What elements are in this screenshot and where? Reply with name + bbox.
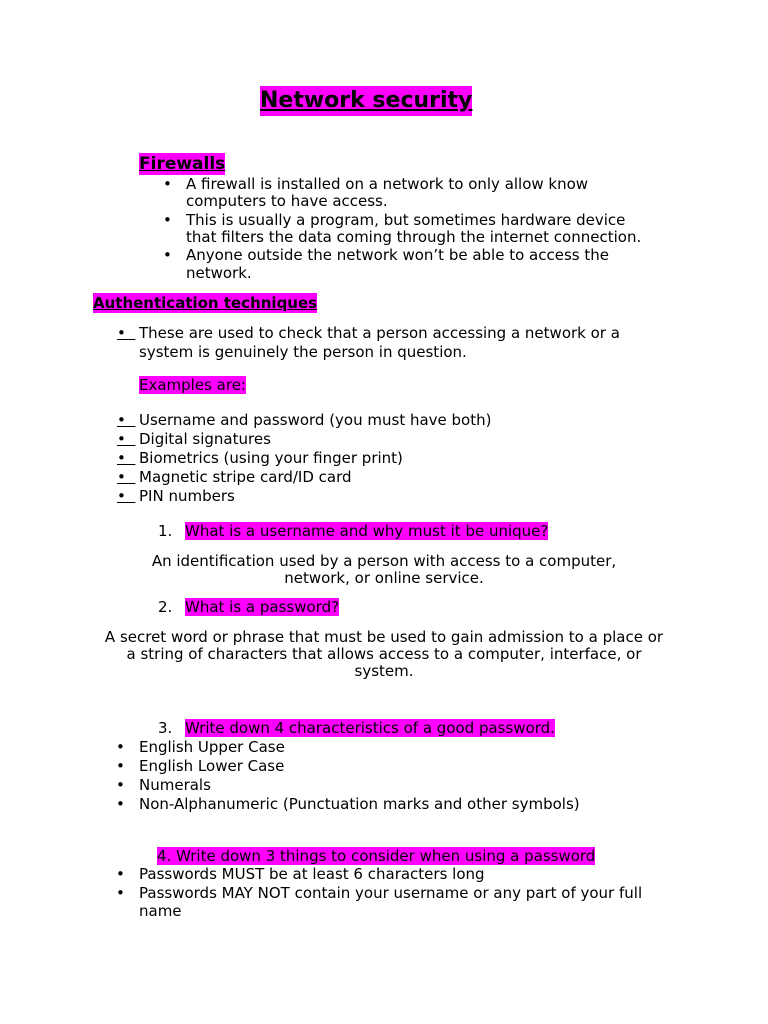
characteristic-item: English Upper Case [139, 738, 285, 756]
examples-label: Examples are: [139, 376, 246, 394]
question-4-heading: 4. Write down 3 things to consider when using a password [157, 847, 596, 865]
bullet-icon: • [117, 430, 126, 448]
example-item: Digital signatures [139, 430, 271, 448]
question-1-number: 1. [158, 522, 173, 540]
authentication-intro-line-1: These are used to check that a person accessing a network or a [139, 324, 620, 342]
bullet-icon: • [117, 411, 126, 429]
answer-2-line-1: A secret word or phrase that must be used to gain admission to a place or [104, 628, 664, 646]
answer-2-line-3: system. [354, 662, 414, 680]
question-2-number: 2. [158, 598, 173, 616]
characteristic-item: English Lower Case [139, 757, 285, 775]
bullet-icon: • [117, 468, 126, 486]
example-item: Magnetic stripe card/ID card [139, 468, 352, 486]
authentication-intro-line-2: system is genuinely the person in question. [139, 343, 467, 361]
example-item: Biometrics (using your finger print) [139, 449, 403, 467]
example-item: PIN numbers [139, 487, 235, 505]
bullet-icon: • [116, 795, 125, 813]
bullet-icon: • [163, 211, 172, 229]
characteristic-item: Non-Alphanumeric (Punctuation marks and other symbols) [139, 795, 580, 813]
answer-2-line-2: a string of characters that allows access to a computer, interface, or [126, 645, 642, 663]
bullet-icon: • [116, 865, 125, 883]
example-item: Username and password (you must have both) [139, 411, 492, 429]
firewall-item-2-line-1: This is usually a program, but sometimes hardware device [186, 211, 626, 229]
characteristic-item: Numerals [139, 776, 211, 794]
password-rule-item: Passwords MUST be at least 6 characters long [139, 865, 485, 883]
bullet-icon: • [116, 757, 125, 775]
password-rule-item-line-2: name [139, 902, 182, 920]
page-title: Network security [260, 86, 472, 116]
bullet-icon: • [116, 776, 125, 794]
bullet-icon: • [117, 324, 126, 342]
authentication-heading: Authentication techniques [93, 294, 318, 312]
question-3-text: Write down 4 characteristics of a good password. [185, 719, 555, 737]
answer-1-line-1: An identification used by a person with access to a computer, [151, 552, 617, 570]
firewall-item-3-line-1: Anyone outside the network won’t be able to access the [186, 246, 609, 264]
bullet-icon: • [117, 487, 126, 505]
bullet-icon: • [116, 884, 125, 902]
question-1-text: What is a username and why must it be unique? [185, 522, 549, 540]
question-3-number: 3. [158, 719, 173, 737]
bullet-icon: • [163, 175, 172, 193]
answer-1-line-2: network, or online service. [284, 569, 484, 587]
firewall-item-1-line-2: computers to have access. [186, 192, 388, 210]
bullet-icon: • [116, 738, 125, 756]
firewall-item-3-line-2: network. [186, 264, 252, 282]
bullet-icon: • [117, 449, 126, 467]
bullet-icon: • [163, 246, 172, 264]
firewalls-heading: Firewalls [139, 154, 226, 174]
firewall-item-1-line-1: A firewall is installed on a network to only allow know [186, 175, 589, 193]
password-rule-item-line-1: Passwords MAY NOT contain your username or any part of your full [139, 884, 643, 902]
question-2-text: What is a password? [185, 598, 340, 616]
firewall-item-2-line-2: that filters the data coming through the internet connection. [186, 228, 642, 246]
